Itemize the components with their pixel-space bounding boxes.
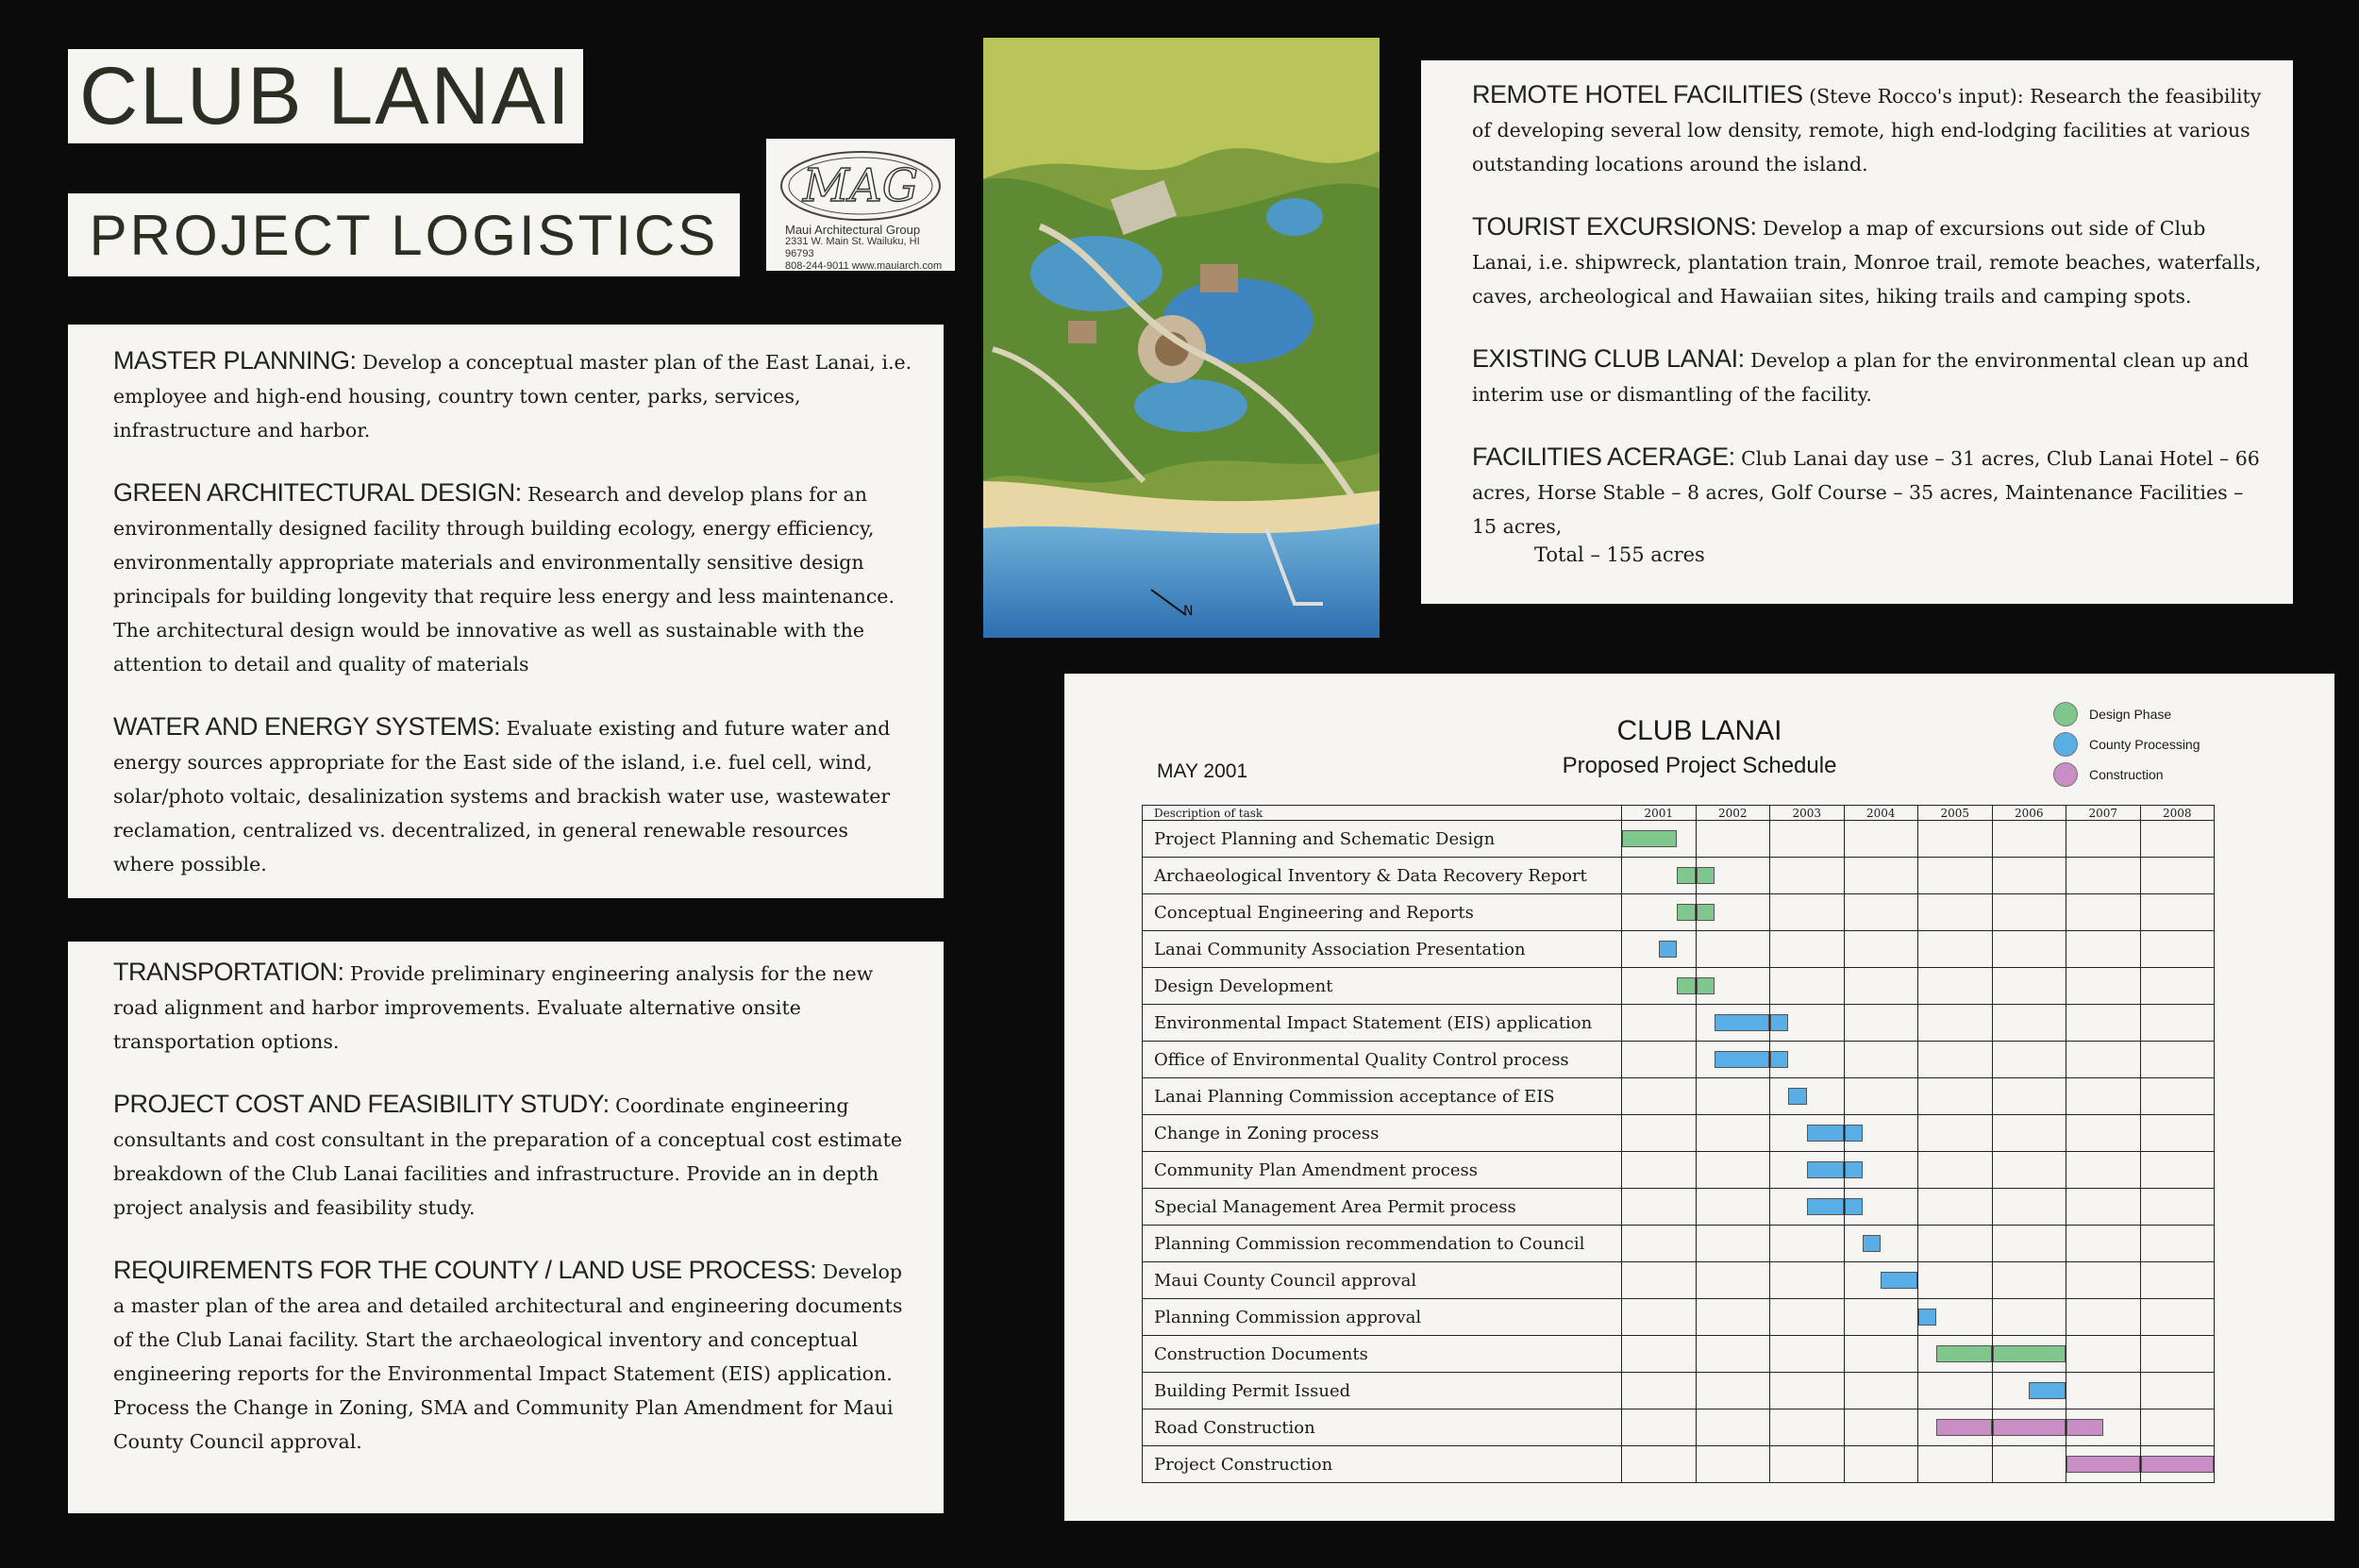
gantt-bar-county: [1788, 1088, 1806, 1105]
task-name: Maui County Council approval: [1143, 1262, 1622, 1299]
year-cell: [2066, 1005, 2141, 1042]
year-cell: [1918, 1115, 1993, 1152]
task-name: Road Construction: [1143, 1410, 1622, 1446]
year-cell: [1622, 968, 1697, 1005]
table-row: [1143, 821, 2215, 858]
year-cell: [1696, 1005, 1770, 1042]
legend-label: County Processing: [2089, 737, 2200, 752]
firm-contact: 808-244-9011 www.mauiarch.com: [785, 260, 943, 272]
table-row: [1143, 1042, 2215, 1078]
year-cell: [1696, 1373, 1770, 1410]
year-cell: [1770, 1373, 1845, 1410]
section-heading: MASTER PLANNING:: [113, 346, 357, 375]
year-cell: [1622, 1410, 1697, 1446]
section-body: Evaluate existing and future water and energy sources appropriate for the East side of the island, i.e. fuel cell, wind, solar/photo voltaic, desalinization systems and brackish water use, wastewater reclamation, centralized vs. decentralized, in general renewable resources where possible.: [113, 717, 891, 876]
gantt-bar-construction: [2066, 1456, 2140, 1473]
year-cell: [2140, 1410, 2215, 1446]
year-cell: [1770, 1189, 1845, 1226]
right-panel-section: [1472, 342, 2265, 411]
year-header: 2003: [1770, 806, 1845, 821]
poster-subtitle: PROJECT LOGISTICS: [68, 193, 740, 276]
gantt-bar-design: [1622, 830, 1677, 847]
legend-item-construction: [2053, 762, 2164, 787]
left-panel-1-section: [113, 709, 915, 881]
gantt-bar-design: [1936, 1345, 1991, 1362]
section-body: (Steve Rocco's input): Research the feasibility of developing several low density, remote, high end-lodging facilities at various outstanding locations around the island.: [1472, 85, 2262, 175]
year-cell: [1918, 821, 1993, 858]
year-cell: [1844, 1005, 1918, 1042]
year-cell: [2140, 968, 2215, 1005]
legend-swatch: [2053, 762, 2078, 787]
site-map-image: [983, 38, 1380, 638]
year-cell: [1918, 1410, 1993, 1446]
year-cell: [2066, 1042, 2141, 1078]
year-cell: [1918, 1152, 1993, 1189]
year-cell: [2140, 1446, 2215, 1483]
year-cell: [2140, 1262, 2215, 1299]
task-name: Project Planning and Schematic Design: [1143, 821, 1622, 858]
gantt-bar-county: [1807, 1161, 1844, 1178]
year-cell: [2066, 1373, 2141, 1410]
left-panel-2-section: [113, 1253, 915, 1459]
gantt-bar-design: [1697, 977, 1715, 994]
year-cell: [1622, 931, 1697, 968]
year-cell: [2140, 1042, 2215, 1078]
section-heading: GREEN ARCHITECTURAL DESIGN:: [113, 478, 522, 507]
year-cell: [2066, 858, 2141, 894]
chart-subtitle: Proposed Project Schedule: [1562, 753, 1837, 778]
year-cell: [1844, 1262, 1918, 1299]
year-cell: [1696, 1299, 1770, 1336]
table-row: [1143, 1115, 2215, 1152]
year-cell: [1992, 1299, 2066, 1336]
year-cell: [1844, 931, 1918, 968]
section-body: Develop a master plan of the area and detailed architectural and engineering documents of the Club Lanai facility. Start the archaeological inventory and conceptual engineering reports for the Environmental Impact Statement (EIS) application. Process the Change in Zoning, SMA and Community Plan Amendment for Maui County Council approval.: [113, 1260, 903, 1453]
year-cell: [1918, 1336, 1993, 1373]
year-cell: [2140, 1299, 2215, 1336]
task-name: Conceptual Engineering and Reports: [1143, 894, 1622, 931]
year-cell: [1770, 1226, 1845, 1262]
year-cell: [1844, 1446, 1918, 1483]
task-name: Special Management Area Permit process: [1143, 1189, 1622, 1226]
year-cell: [1918, 1005, 1993, 1042]
year-cell: [2066, 931, 2141, 968]
year-header: 2005: [1918, 806, 1993, 821]
task-name: Planning Commission recommendation to Council: [1143, 1226, 1622, 1262]
year-cell: [1622, 894, 1697, 931]
year-cell: [1770, 931, 1845, 968]
section-body: Develop a conceptual master plan of the East Lanai, i.e. employee and high-end housing, country town center, parks, services, infrastructure and harbor.: [113, 351, 912, 442]
gantt-bar-county: [1845, 1161, 1863, 1178]
year-cell: [1844, 858, 1918, 894]
year-cell: [1992, 1373, 2066, 1410]
year-cell: [2066, 1446, 2141, 1483]
year-cell: [2066, 1410, 2141, 1446]
right-panel-section: [1472, 77, 2265, 181]
gantt-bar-county: [1770, 1014, 1788, 1031]
gantt-bar-county: [1770, 1051, 1788, 1068]
acreage-total: Total – 155 acres: [1534, 543, 1705, 566]
right-panel-section: [1472, 440, 2265, 543]
year-cell: [1696, 1336, 1770, 1373]
section-heading: REQUIREMENTS FOR THE COUNTY / LAND USE PROCESS:: [113, 1256, 817, 1284]
year-header: 2002: [1696, 806, 1770, 821]
year-cell: [1696, 1410, 1770, 1446]
year-cell: [1770, 821, 1845, 858]
year-cell: [1622, 858, 1697, 894]
table-row: [1143, 968, 2215, 1005]
year-cell: [1770, 1262, 1845, 1299]
section-body: Research and develop plans for an environmentally designed facility through building ecology, energy efficiency, environmentally appropriate materials and environmentally sensitive design principals for building longevity that require less energy and less maintenance. The architectural design would be innovative as well as sustainable with the attention to detail and quality of materials: [113, 483, 895, 676]
year-cell: [1770, 1078, 1845, 1115]
year-cell: [2066, 894, 2141, 931]
task-name: Building Permit Issued: [1143, 1373, 1622, 1410]
year-cell: [1622, 1078, 1697, 1115]
task-name: Construction Documents: [1143, 1336, 1622, 1373]
year-cell: [1844, 1226, 1918, 1262]
legend-label: Construction: [2089, 767, 2164, 782]
year-cell: [1844, 821, 1918, 858]
firm-name: Maui Architectural Group: [785, 223, 921, 237]
legend-label: Design Phase: [2089, 707, 2172, 722]
task-name: Office of Environmental Quality Control process: [1143, 1042, 1622, 1078]
table-row: [1143, 1226, 2215, 1262]
year-cell: [1622, 1152, 1697, 1189]
gantt-bar-design: [1677, 977, 1695, 994]
table-row: [1143, 1078, 2215, 1115]
year-cell: [1696, 1446, 1770, 1483]
table-row: [1143, 1446, 2215, 1483]
year-cell: [1696, 1078, 1770, 1115]
section-body: Provide preliminary engineering analysis for the new road alignment and harbor improvements. Evaluate alternative onsite transportation options.: [113, 962, 874, 1053]
year-cell: [2140, 1152, 2215, 1189]
gantt-bar-county: [2029, 1382, 2066, 1399]
left-info-card-2: [68, 942, 944, 1513]
year-cell: [1770, 1446, 1845, 1483]
table-row: [1143, 1410, 2215, 1446]
legend-item-county: [2053, 732, 2200, 757]
year-cell: [2066, 1152, 2141, 1189]
task-name: Change in Zoning process: [1143, 1115, 1622, 1152]
mag-logo-mark: [778, 148, 944, 224]
year-cell: [1622, 1226, 1697, 1262]
year-cell: [2066, 1078, 2141, 1115]
svg-text:N: N: [1183, 604, 1194, 619]
year-cell: [1992, 1189, 2066, 1226]
table-row: [1143, 1189, 2215, 1226]
year-cell: [1696, 968, 1770, 1005]
year-cell: [1696, 858, 1770, 894]
table-row: [1143, 1373, 2215, 1410]
chart-title: CLUB LANAI: [1616, 715, 1782, 746]
year-cell: [2066, 1336, 2141, 1373]
task-name: Lanai Community Association Presentation: [1143, 931, 1622, 968]
year-cell: [1622, 1373, 1697, 1410]
left-panel-2-section: [113, 955, 915, 1059]
gantt-bar-county: [1807, 1125, 1844, 1142]
year-header: 2007: [2066, 806, 2141, 821]
gantt-bar-construction: [2066, 1419, 2103, 1436]
year-cell: [2140, 1005, 2215, 1042]
year-cell: [1844, 1042, 1918, 1078]
year-cell: [2066, 1299, 2141, 1336]
year-cell: [1992, 821, 2066, 858]
year-cell: [1992, 968, 2066, 1005]
left-info-card-1: [68, 325, 944, 898]
year-cell: [1844, 1299, 1918, 1336]
year-cell: [1770, 1410, 1845, 1446]
gantt-bar-design: [1697, 904, 1715, 921]
year-cell: [1844, 1078, 1918, 1115]
year-cell: [1770, 968, 1845, 1005]
year-cell: [1622, 1115, 1697, 1152]
task-name: Environmental Impact Statement (EIS) application: [1143, 1005, 1622, 1042]
year-cell: [1918, 894, 1993, 931]
year-cell: [1622, 1005, 1697, 1042]
gantt-bar-design: [1993, 1345, 2066, 1362]
year-cell: [1992, 1078, 2066, 1115]
year-cell: [2066, 821, 2141, 858]
section-body: Develop a plan for the environmental clean up and interim use or dismantling of the facility.: [1472, 349, 2250, 406]
year-cell: [2140, 1115, 2215, 1152]
section-heading: TOURIST EXCURSIONS:: [1472, 212, 1757, 241]
year-cell: [1992, 1410, 2066, 1446]
year-cell: [1622, 1446, 1697, 1483]
year-cell: [2140, 858, 2215, 894]
site-plan-illustration: [983, 38, 1380, 638]
gantt-bar-design: [1677, 904, 1695, 921]
year-cell: [1992, 1042, 2066, 1078]
gantt-bar-design: [1677, 867, 1695, 884]
right-panel-section: [1472, 209, 2265, 313]
year-cell: [1918, 968, 1993, 1005]
table-row: [1143, 1152, 2215, 1189]
year-cell: [1622, 1042, 1697, 1078]
gantt-bar-county: [1715, 1014, 1769, 1031]
year-cell: [1770, 858, 1845, 894]
table-row: [1143, 858, 2215, 894]
gantt-bar-county: [1863, 1235, 1881, 1252]
gantt-bar-construction: [1936, 1419, 1991, 1436]
gantt-bar-construction: [1993, 1419, 2066, 1436]
year-cell: [1622, 1262, 1697, 1299]
gantt-bar-county: [1845, 1125, 1863, 1142]
year-cell: [1770, 1336, 1845, 1373]
year-cell: [1992, 1115, 2066, 1152]
gantt-bar-design: [1697, 867, 1715, 884]
left-panel-2-section: [113, 1087, 915, 1225]
year-cell: [1844, 1115, 1918, 1152]
gantt-bar-construction: [2141, 1456, 2215, 1473]
year-cell: [1992, 1005, 2066, 1042]
table-row: [1143, 931, 2215, 968]
gantt-bar-county: [1715, 1051, 1769, 1068]
year-cell: [1992, 1226, 2066, 1262]
year-cell: [1770, 894, 1845, 931]
year-header: 2004: [1844, 806, 1918, 821]
year-cell: [1992, 1152, 2066, 1189]
section-heading: PROJECT COST AND FEASIBILITY STUDY:: [113, 1090, 610, 1118]
table-row: [1143, 1262, 2215, 1299]
year-cell: [2140, 894, 2215, 931]
year-cell: [1918, 1078, 1993, 1115]
section-heading: TRANSPORTATION:: [113, 958, 344, 986]
year-cell: [1992, 1336, 2066, 1373]
task-column-header: Description of task: [1143, 806, 1622, 821]
year-cell: [1918, 1042, 1993, 1078]
legend-swatch: [2053, 732, 2078, 757]
year-cell: [2140, 1226, 2215, 1262]
table-row: [1143, 1336, 2215, 1373]
year-cell: [1844, 894, 1918, 931]
year-cell: [1918, 931, 1993, 968]
table-row: [1143, 894, 2215, 931]
year-header: 2006: [1992, 806, 2066, 821]
year-cell: [1622, 821, 1697, 858]
year-cell: [1844, 1336, 1918, 1373]
year-cell: [1844, 1373, 1918, 1410]
year-cell: [1918, 1262, 1993, 1299]
schedule-table: [1142, 805, 2215, 1483]
year-cell: [1622, 1299, 1697, 1336]
legend-swatch: [2053, 702, 2078, 726]
year-cell: [2066, 1226, 2141, 1262]
year-cell: [2140, 1189, 2215, 1226]
year-cell: [1696, 1115, 1770, 1152]
year-cell: [1696, 1152, 1770, 1189]
section-body: Club Lanai day use – 31 acres, Club Lanai Hotel – 66 acres, Horse Stable – 8 acres, Golf Course – 35 acres, Maintenance Facilities – 15 acres,: [1472, 447, 2260, 538]
year-cell: [2140, 931, 2215, 968]
right-info-card: [1421, 60, 2293, 604]
year-cell: [1696, 894, 1770, 931]
year-cell: [2066, 968, 2141, 1005]
year-cell: [1770, 1005, 1845, 1042]
section-heading: WATER AND ENERGY SYSTEMS:: [113, 712, 501, 741]
section-heading: FACILITIES ACERAGE:: [1472, 442, 1735, 471]
year-cell: [2066, 1262, 2141, 1299]
task-name: Design Development: [1143, 968, 1622, 1005]
left-panel-1-section: [113, 343, 915, 447]
gantt-bar-county: [1845, 1198, 1863, 1215]
year-cell: [2066, 1115, 2141, 1152]
year-cell: [1918, 1299, 1993, 1336]
year-cell: [1992, 931, 2066, 968]
year-cell: [1844, 1410, 1918, 1446]
year-cell: [1992, 858, 2066, 894]
year-cell: [2066, 1189, 2141, 1226]
year-cell: [1696, 931, 1770, 968]
legend-item-design: [2053, 702, 2171, 726]
task-name: Community Plan Amendment process: [1143, 1152, 1622, 1189]
year-cell: [1992, 1446, 2066, 1483]
year-cell: [2140, 1336, 2215, 1373]
year-cell: [1992, 1262, 2066, 1299]
gantt-bar-county: [1881, 1272, 1917, 1289]
year-header: 2001: [1622, 806, 1697, 821]
section-body: Coordinate engineering consultants and cost consultant in the preparation of a conceptual cost estimate breakdown of the Club Lanai facilities and infrastructure. Provide an in depth project analysis and feasibility study.: [113, 1094, 903, 1219]
year-cell: [1918, 1189, 1993, 1226]
year-cell: [1918, 1446, 1993, 1483]
year-cell: [1992, 894, 2066, 931]
gantt-bar-county: [1659, 941, 1677, 958]
year-cell: [2140, 1078, 2215, 1115]
section-body: Develop a map of excursions out side of Club Lanai, i.e. shipwreck, plantation train, Monroe trail, remote beaches, waterfalls, caves, archeological and Hawaiian sites, hiking trails and camping spots.: [1472, 217, 2262, 308]
year-cell: [1696, 1226, 1770, 1262]
task-name: Archaeological Inventory & Data Recovery Report: [1143, 858, 1622, 894]
task-name: Planning Commission approval: [1143, 1299, 1622, 1336]
year-cell: [1622, 1336, 1697, 1373]
section-heading: EXISTING CLUB LANAI:: [1472, 344, 1745, 373]
year-cell: [1844, 1189, 1918, 1226]
year-cell: [1770, 1152, 1845, 1189]
section-heading: REMOTE HOTEL FACILITIES: [1472, 80, 1803, 108]
year-cell: [1696, 1189, 1770, 1226]
year-cell: [1770, 1042, 1845, 1078]
table-row: [1143, 1005, 2215, 1042]
year-cell: [2140, 821, 2215, 858]
gantt-bar-county: [1807, 1198, 1844, 1215]
year-cell: [1918, 858, 1993, 894]
year-cell: [1696, 1262, 1770, 1299]
year-cell: [1696, 1042, 1770, 1078]
year-cell: [1918, 1373, 1993, 1410]
task-name: Project Construction: [1143, 1446, 1622, 1483]
year-cell: [2140, 1373, 2215, 1410]
logo-mark-text: MAG: [802, 159, 919, 212]
year-cell: [1622, 1189, 1697, 1226]
year-cell: [1770, 1299, 1845, 1336]
firm-address: 2331 W. Main St. Wailuku, HI 96793: [785, 236, 920, 259]
poster-title: CLUB LANAI: [68, 49, 583, 143]
year-cell: [1918, 1226, 1993, 1262]
year-cell: [1696, 821, 1770, 858]
year-header: 2008: [2140, 806, 2215, 821]
task-name: Lanai Planning Commission acceptance of EIS: [1143, 1078, 1622, 1115]
left-panel-1-section: [113, 475, 915, 681]
year-cell: [1770, 1115, 1845, 1152]
gantt-bar-county: [1918, 1309, 1936, 1326]
year-cell: [1844, 1152, 1918, 1189]
schedule-chart-card: [1064, 674, 2334, 1521]
firm-logo: [766, 139, 955, 271]
chart-date: MAY 2001: [1157, 760, 1248, 782]
table-row: [1143, 1299, 2215, 1336]
year-cell: [1844, 968, 1918, 1005]
